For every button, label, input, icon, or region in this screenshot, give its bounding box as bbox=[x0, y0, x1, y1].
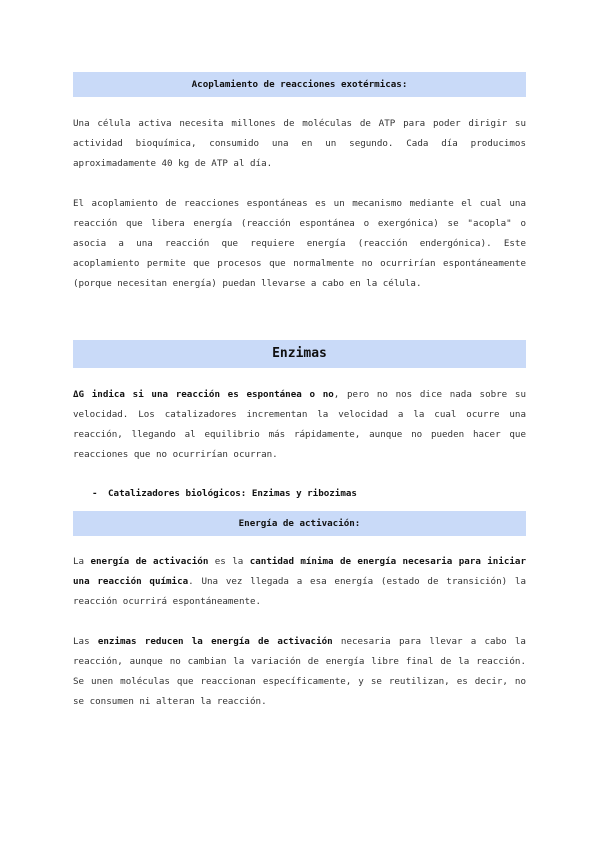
bold-span: cantidad mínima de energía necesaria para iniciar una reacción química bbox=[73, 556, 526, 587]
paragraph-energia-activacion bbox=[73, 552, 526, 612]
text-span: necesaria para llevar a cabo la reacción, aunque no cambian la variación de energía libre final de la reacción. Se unen moléculas que reaccionan específicamente, y se reutilizan, es decir, no se consumen ni alteran la reacción. bbox=[73, 636, 526, 707]
heading-acoplamiento: Acoplamiento de reacciones exotérmicas: bbox=[73, 72, 526, 97]
heading-enzimas: Enzimas bbox=[73, 340, 526, 368]
bold-span: energía de activación bbox=[90, 556, 209, 567]
text-span: es la bbox=[208, 556, 250, 567]
bullet-text: Catalizadores biológicos: Enzimas y ribozimas bbox=[108, 488, 357, 499]
delta-g-bold: ΔG indica si una reacción es espontánea o no bbox=[73, 389, 334, 400]
paragraph-atp: Una célula activa necesita millones de moléculas de ATP para poder dirigir su actividad bioquímica, consumido una en un segundo. Cada día producimos aproximadamente 40 kg de ATP al día. bbox=[73, 118, 526, 169]
text-span: La bbox=[73, 556, 91, 567]
heading-energia-activacion: Energía de activación: bbox=[73, 511, 526, 536]
delta-g-text: , pero no nos dice nada sobre su velocidad. Los catalizadores incrementan la velocidad a la cual ocurre una reacción, llegando al equilibrio más rápidamente, aunque no pueden hacer que reacciones que no ocurrirían ocurran. bbox=[73, 389, 526, 460]
bullet-catalizadores bbox=[92, 487, 357, 501]
text-span: . Una vez llegada a esa energía (estado de transición) la reacción ocurrirá espontáneamente. bbox=[73, 576, 526, 607]
bullet-dash: - bbox=[92, 488, 98, 499]
paragraph-acoplamiento: El acoplamiento de reacciones espontáneas es un mecanismo mediante el cual una reacción que libera energía (reacción espontánea o exergónica) se "acopla" o asocia a una reacción que requiere energía (reacción endergónica). Este acoplamiento permite que procesos que normalmente no ocurrirían espontáneamente (porque necesitan energía) puedan llevarse a cabo en la célula. bbox=[73, 198, 526, 289]
paragraph-delta-g bbox=[73, 385, 526, 465]
bold-span: enzimas reducen la energía de activación bbox=[97, 636, 333, 647]
paragraph-enzimas-reducen bbox=[73, 632, 526, 712]
text-span: Las bbox=[73, 636, 98, 647]
